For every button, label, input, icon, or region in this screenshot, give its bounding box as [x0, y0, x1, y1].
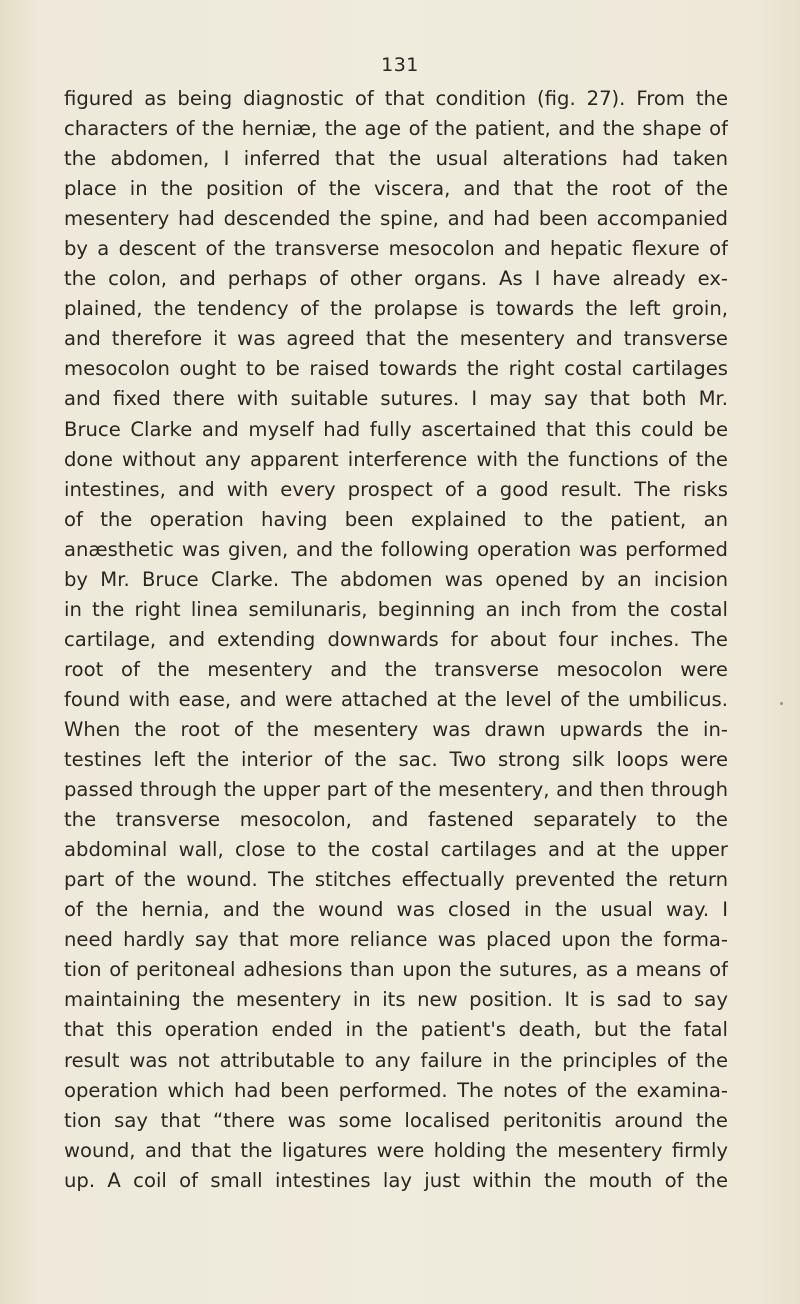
text-line: passed through the upper part of the mesentery, and then through [64, 778, 728, 802]
text-line: the abdomen, I inferred that the usual alterations had taken [64, 147, 728, 171]
text-line: plained, the tendency of the prolapse is towards the left groin, [64, 297, 728, 321]
text-line: cartilage, and extending downwards for about four inches. The [64, 627, 728, 651]
paper-speck [780, 702, 783, 705]
text-line: abdominal wall, close to the costal cartilages and at the upper [64, 838, 728, 862]
text-line: and fixed there with suitable sutures. I may say that both Mr. [64, 387, 728, 411]
text-line: the colon, and perhaps of other organs. As I have already ex- [64, 267, 728, 291]
text-line: need hardly say that more reliance was placed upon the forma- [64, 928, 728, 952]
text-line: by a descent of the transverse mesocolon and hepatic flexure of [64, 237, 728, 261]
text-line: testines left the interior of the sac. Two strong silk loops were [64, 748, 728, 772]
text-line: figured as being diagnostic of that condition (fig. 27). From the [64, 87, 728, 110]
text-line: mesocolon ought to be raised towards the right costal cartilages [64, 357, 728, 381]
text-line: of the operation having been explained to the patient, an [64, 507, 728, 531]
text-line: When the root of the mesentery was drawn upwards the in- [64, 717, 728, 741]
text-line: mesentery had descended the spine, and had been accompanied [64, 207, 728, 231]
text-line: part of the wound. The stitches effectually prevented the return [64, 868, 728, 892]
text-line: intestines, and with every prospect of a good result. The risks [64, 477, 728, 501]
text-line: result was not attributable to any failure in the principles of the [64, 1048, 728, 1072]
body-text [64, 84, 728, 1196]
text-line: root of the mesentery and the transverse mesocolon were [64, 657, 728, 681]
text-line: Bruce Clarke and myself had fully ascertained that this could be [64, 417, 728, 441]
text-line: wound, and that the ligatures were holding the mesentery firmly [64, 1138, 728, 1162]
text-line: found with ease, and were attached at the level of the umbilicus. [64, 687, 728, 711]
text-line: tion of peritoneal adhesions than upon the sutures, as a means of [64, 958, 728, 982]
text-line: maintaining the mesentery in its new position. It is sad to say [64, 988, 728, 1012]
text-line: done without any apparent interference with the functions of the [64, 447, 728, 471]
text-line: up. A coil of small intestines lay just within the mouth of the [64, 1168, 728, 1192]
text-line: characters of the herniæ, the age of the patient, and the shape of [64, 117, 728, 141]
text-line: by Mr. Bruce Clarke. The abdomen was opened by an incision [64, 567, 728, 591]
text-line: operation which had been performed. The notes of the examina- [64, 1078, 728, 1102]
text-line: tion say that “there was some localised peritonitis around the [64, 1108, 728, 1132]
text-line: place in the position of the viscera, and that the root of the [64, 177, 728, 201]
text-line: in the right linea semilunaris, beginning an inch from the costal [64, 597, 728, 621]
text-line: anæsthetic was given, and the following operation was performed [64, 537, 728, 561]
text-line: and therefore it was agreed that the mesentery and transverse [64, 327, 728, 351]
page-number: 131 [381, 54, 419, 76]
text-line: that this operation ended in the patient's death, but the fatal [64, 1018, 728, 1042]
text-line: the transverse mesocolon, and fastened separately to the [64, 808, 728, 832]
text-line: of the hernia, and the wound was closed in the usual way. I [64, 898, 728, 922]
